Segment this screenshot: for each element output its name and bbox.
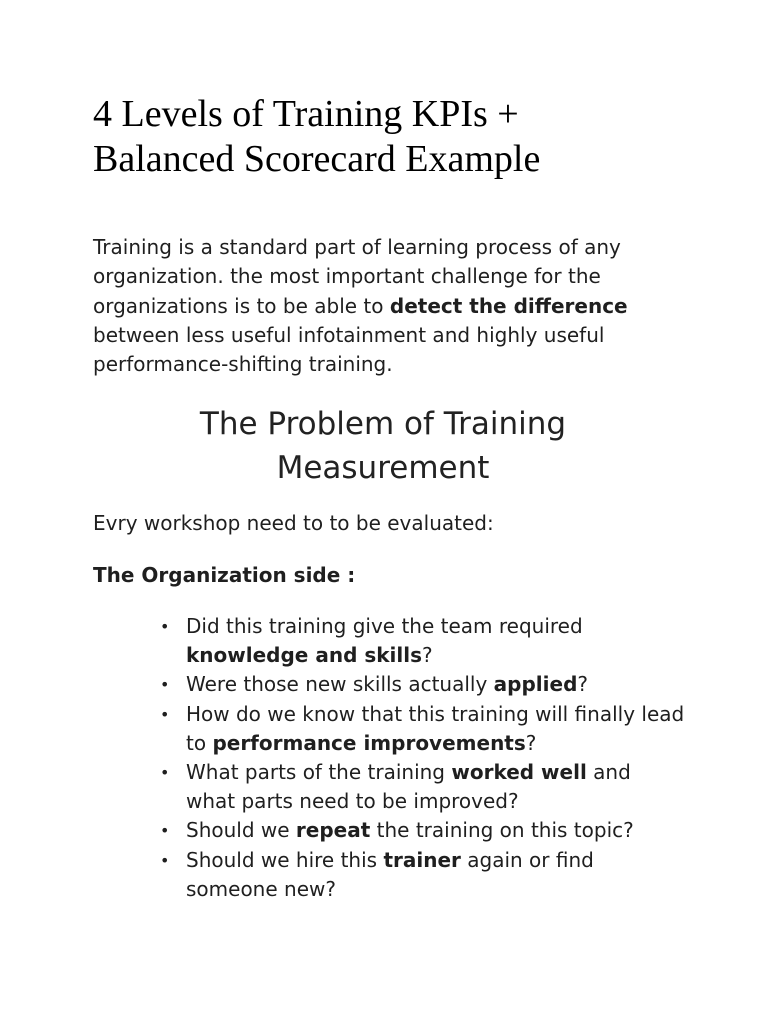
organization-side-heading: The Organization side : bbox=[93, 563, 356, 587]
list-item: • What parts of the training worked well and what parts need to be improved? bbox=[186, 758, 686, 816]
intro-text-1: Training is a standard part of learning process of any organization. the most important challenge for the organizations is to be able to bbox=[93, 235, 621, 318]
list-item: • How do we know that this training will finally lead to performance improvements? bbox=[186, 700, 686, 758]
section-title bbox=[93, 402, 673, 490]
section-title-line-2: Measurement bbox=[276, 450, 490, 486]
list-item: • Should we repeat the training on this topic? bbox=[186, 816, 686, 845]
list-item: • Did this training give the team required knowledge and skills? bbox=[186, 612, 686, 670]
title-line-1: 4 Levels of Training KPIs + bbox=[93, 93, 519, 135]
intro-bold-phrase: detect the difference bbox=[389, 293, 628, 318]
intro-text-2: between less useful infotainment and highly useful performance-shifting training. bbox=[93, 322, 605, 377]
list-item: • Should we hire this trainer again or find someone new? bbox=[186, 846, 686, 904]
question-list bbox=[186, 612, 686, 904]
section-title-line-1: The Problem of Training bbox=[199, 406, 567, 442]
title-line-2: Balanced Scorecard Example bbox=[93, 138, 541, 180]
list-item: • Were those new skills actually applied? bbox=[186, 670, 686, 699]
evaluation-statement: Evry workshop need to to be evaluated: bbox=[93, 511, 494, 535]
intro-paragraph bbox=[93, 233, 693, 379]
page-title bbox=[93, 92, 733, 182]
